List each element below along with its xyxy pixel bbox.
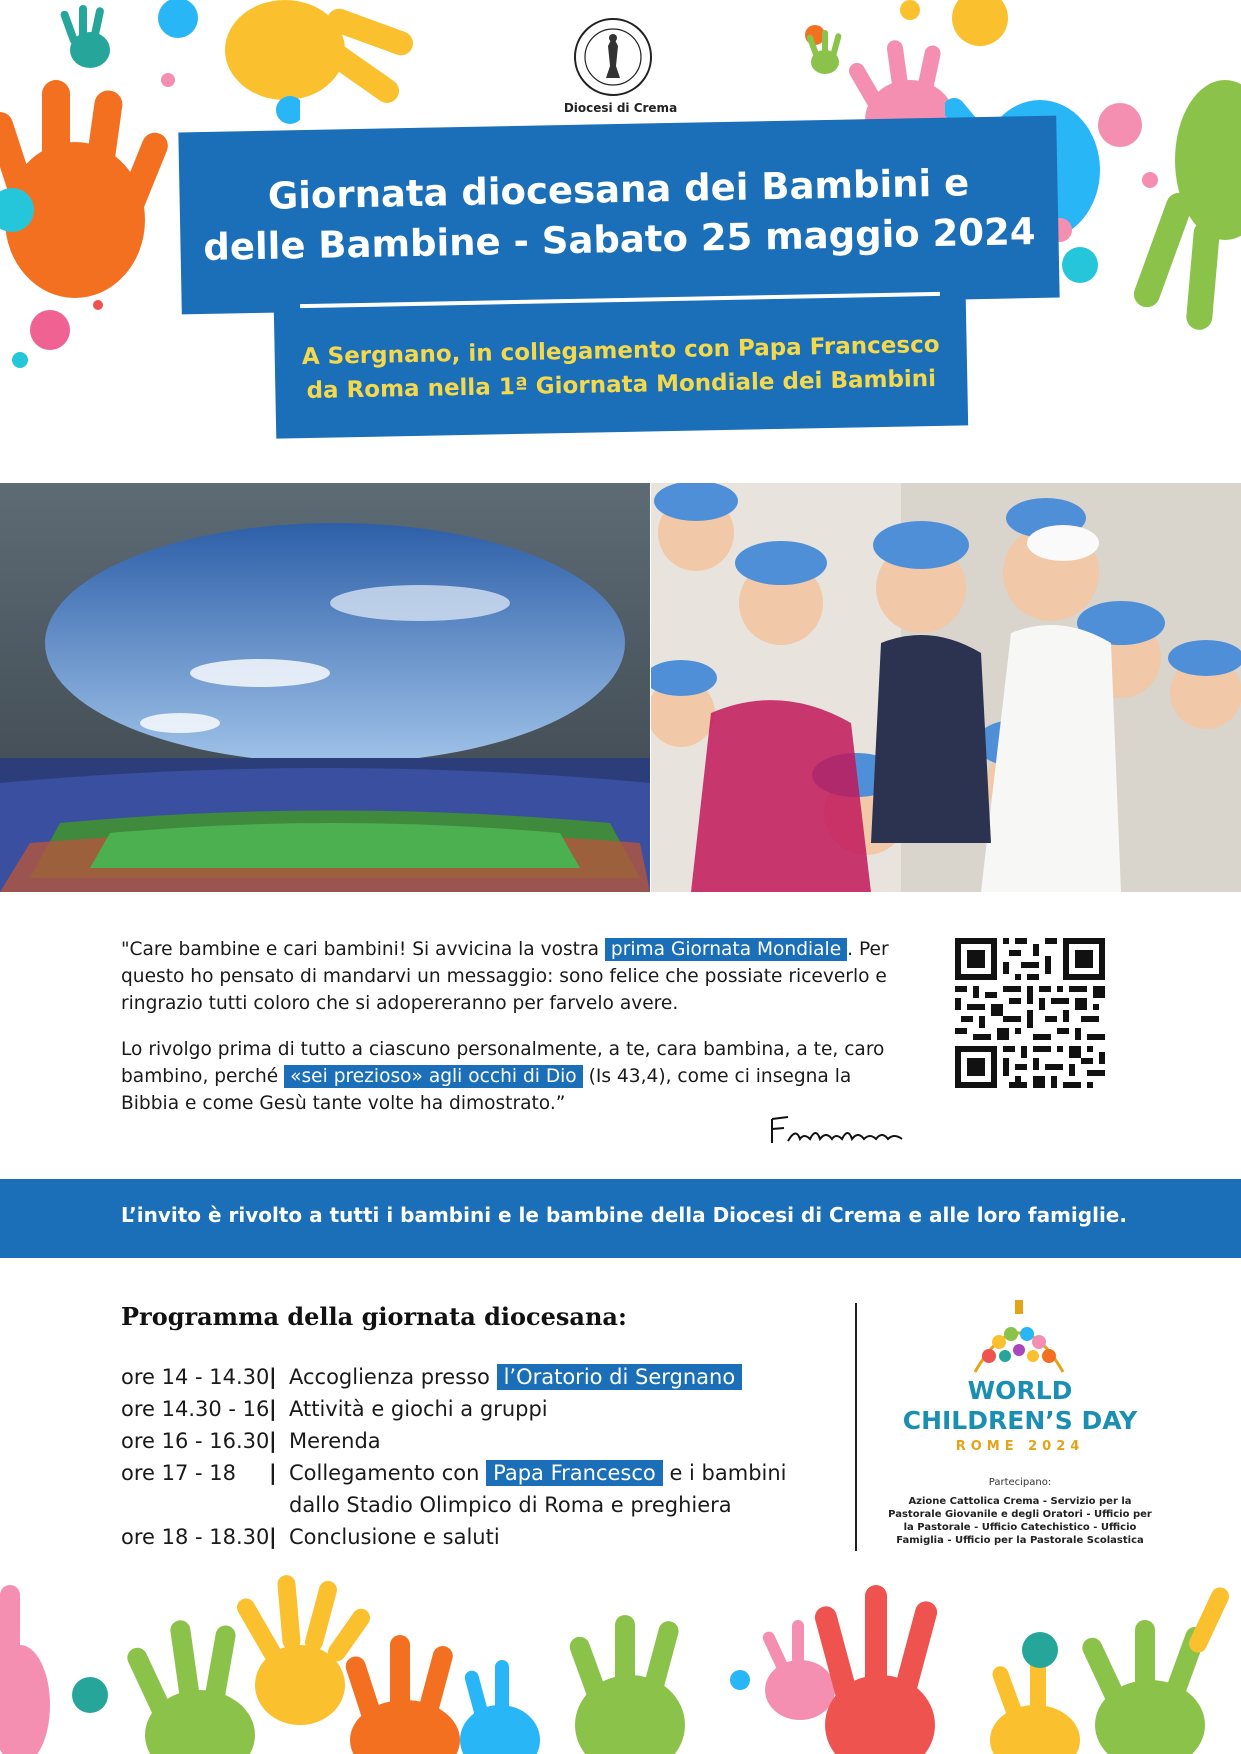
programme-time: ore 14 - 14.30 [121, 1365, 270, 1389]
programme-list [121, 1361, 841, 1553]
pope-quote [121, 936, 903, 1136]
programme-separator: | [269, 1525, 277, 1549]
quote-text: (Is 43,4), come ci insegna la Bibbia e come Gesù tante volte ha dimostrato.” [121, 1066, 852, 1114]
programme-separator: | [269, 1429, 277, 1453]
wcd-title-line-2: CHILDREN’S DAY [902, 1406, 1138, 1435]
title-banner [178, 116, 1059, 315]
programme-time: ore 14.30 - 16 [121, 1397, 270, 1421]
pope-with-children-photo [651, 483, 1241, 892]
quote-text: "Care bambine e cari bambini! Si avvicina la vostra [121, 939, 605, 960]
programme-row [121, 1393, 841, 1425]
bottom-handprints-decoration [0, 1575, 1241, 1754]
programme-title: Programma della giornata diocesana: [121, 1302, 627, 1331]
quote-highlight: prima Giornata Mondiale [605, 938, 847, 961]
diocese-seal-logo [572, 16, 654, 98]
programme-activity [289, 1361, 841, 1393]
wcd-title-line-1: WORLD [967, 1376, 1073, 1405]
programme-separator: | [269, 1365, 277, 1389]
subtitle-banner [274, 297, 968, 438]
activity-text: e i bambini dallo Stadio Olimpico di Roma e preghiera [289, 1461, 787, 1517]
programme-activity: Merenda [289, 1429, 381, 1453]
vertical-divider [855, 1303, 857, 1551]
quote-paragraph-1 [121, 936, 903, 1017]
diocese-label: Diocesi di Crema [563, 101, 678, 115]
invite-text: L’invito è rivolto a tutti i bambini e le bambine della Diocesi di Crema e alle loro famiglie. [121, 1203, 1127, 1227]
subtitle-line-1: A Sergnano, in collegamento con Papa Francesco [301, 331, 940, 371]
programme-row [121, 1521, 841, 1553]
programme-separator: | [269, 1461, 277, 1485]
qr-code[interactable] [955, 938, 1105, 1088]
programme-activity: Attività e giochi a gruppi [289, 1397, 548, 1421]
wcd-rome-2024: ROME 2024 [955, 1439, 1085, 1454]
programme-row [121, 1457, 841, 1521]
participants-label: Partecipano: [988, 1477, 1052, 1488]
title-line-2: delle Bambine - Sabato 25 maggio 2024 [203, 210, 1036, 269]
programme-time: ore 16 - 16.30 [121, 1429, 270, 1453]
programme-separator: | [269, 1397, 277, 1421]
quote-text: . Per questo ho pensato di mandarvi un messaggio: sono felice che possiate riceverlo e ringrazio tutti coloro che si adopereranno per farvelo avere. [121, 939, 889, 1014]
programme-row [121, 1425, 841, 1457]
quote-paragraph-2 [121, 1036, 903, 1117]
programme-activity [289, 1457, 841, 1521]
invite-band [0, 1179, 1241, 1258]
programme-row [121, 1361, 841, 1393]
quote-text: Lo rivolgo prima di tutto a ciascuno personalmente, a te, cara bambina, a te, caro bambino, perché [121, 1039, 885, 1087]
stadium-photo [0, 483, 650, 892]
activity-highlight: l’Oratorio di Sergnano [497, 1364, 743, 1390]
participants-list: Azione Cattolica Crema - Servizio per la Pastorale Giovanile e degli Oratori - Ufficio per la Pastorale - Ufficio Catechistico - Ufficio Famiglia - Ufficio per la Pastorale Scolastica [888, 1496, 1152, 1546]
programme-time: ore 17 - 18 [121, 1461, 236, 1485]
small-green-hand-decoration [800, 30, 850, 80]
programme-time: ore 18 - 18.30 [121, 1525, 270, 1549]
programme-activity: Conclusione e saluti [289, 1525, 500, 1549]
world-childrens-day-logo [965, 1300, 1073, 1380]
activity-text: Collegamento con [289, 1461, 487, 1485]
activity-text: Accoglienza presso [289, 1365, 497, 1389]
activity-highlight: Papa Francesco [486, 1460, 663, 1486]
signature-franciscus [766, 1113, 906, 1149]
quote-highlight: «sei prezioso» agli occhi di Dio [284, 1065, 583, 1088]
subtitle-line-2: da Roma nella 1ª Giornata Mondiale dei Bambini [306, 365, 937, 405]
title-line-1: Giornata diocesana dei Bambini e [267, 161, 970, 218]
